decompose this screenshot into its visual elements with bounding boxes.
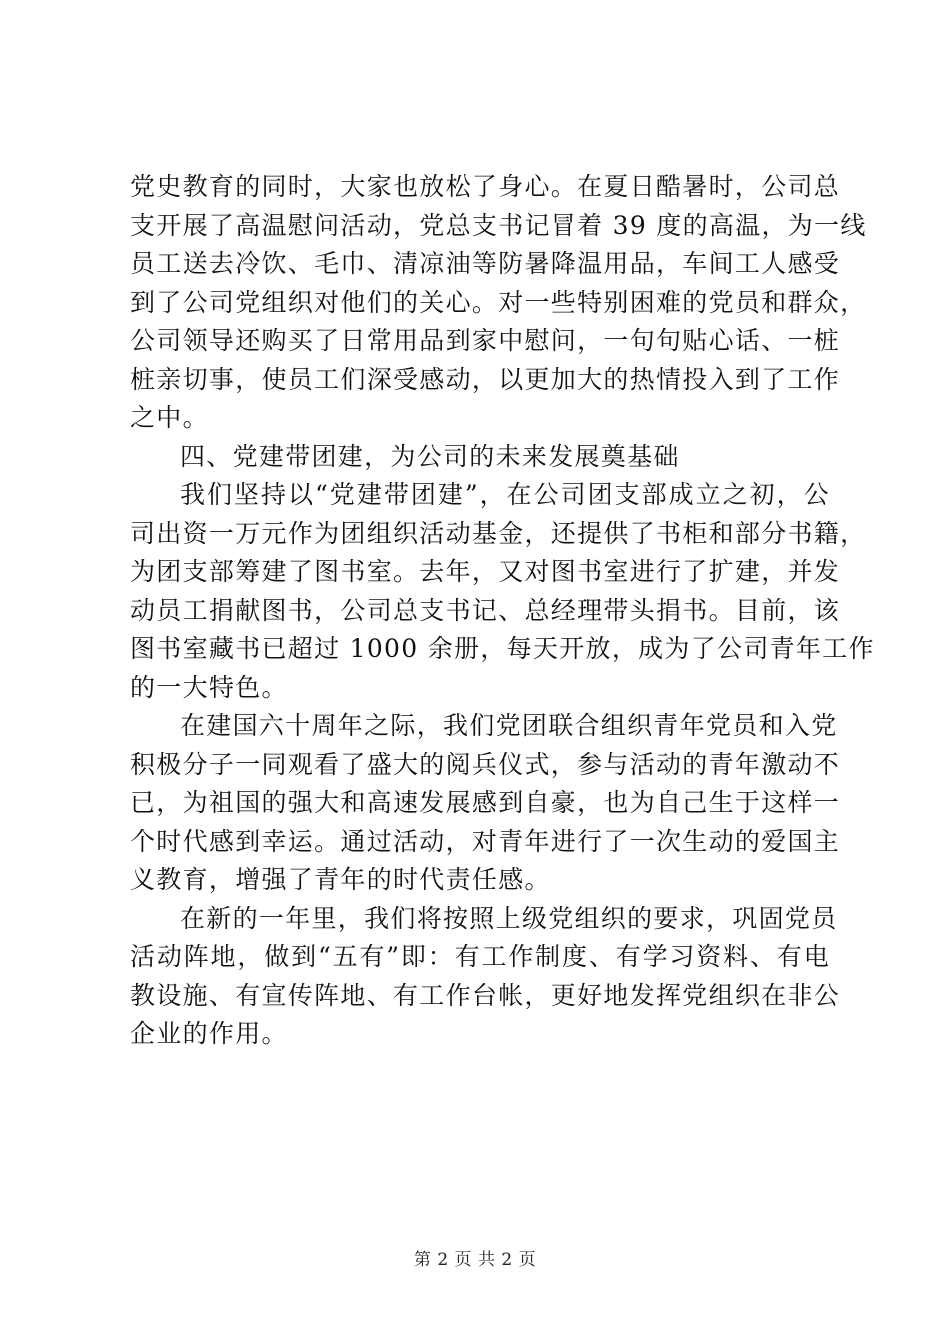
paragraph-library [130, 476, 875, 707]
page-number-footer: 第 2 页 共 2 页 [413, 1250, 537, 1270]
text-line: 图书室藏书已超过 1000 余册，每天开放，成为了公司青年工作 [130, 634, 875, 663]
text-line: 四、党建带团建，为公司的未来发展奠基础 [180, 441, 680, 471]
paragraph-parade [130, 707, 841, 900]
text-line: 桩亲切事，使员工们深受感动，以更加大的热情投入到了工作 [130, 364, 841, 394]
text-line: 到了公司党组织对他们的关心。对一些特别困难的党员和群众， [130, 287, 867, 317]
text-line: 已，为祖国的强大和高速发展感到自豪，也为自己生于这样一 [130, 788, 841, 817]
text-line: 活动阵地，做到“五有”即：有工作制度、有学习资料、有电 [130, 942, 830, 971]
paragraph-summer-visits [130, 168, 867, 438]
section-heading-four [130, 438, 830, 477]
text-line: 为团支部筹建了图书室。去年，又对图书室进行了扩建，并发 [130, 557, 841, 586]
text-line: 个时代感到幸运。通过活动，对青年进行了一次生动的爱国主 [130, 826, 841, 856]
text-line: 企业的作用。 [130, 1019, 288, 1048]
text-line: 义教育，增强了青年的时代责任感。 [130, 865, 551, 894]
document-body [130, 168, 875, 1054]
text-line: 在新的一年里，我们将按照上级党组织的要求，巩固党员 [180, 903, 838, 933]
text-line: 之中。 [130, 403, 209, 432]
text-line: 支开展了高温慰问活动，党总支书记冒着 39 度的高温，为一线 [130, 210, 867, 240]
text-line: 在建国六十周年之际，我们党团联合组织青年党员和入党 [180, 711, 838, 740]
text-line: 积极分子一同观看了盛大的阅兵仪式，参与活动的青年激动不 [130, 749, 841, 779]
paragraph-new-year [130, 900, 841, 1054]
text-line: 我们坚持以“党建带团建”，在公司团支部成立之初，公 [180, 480, 830, 509]
text-line: 员工送去冷饮、毛巾、清凉油等防暑降温用品，车间工人感受 [130, 249, 841, 278]
text-line: 动员工捐献图书，公司总支书记、总经理带头捐书。目前，该 [130, 595, 841, 625]
text-line: 公司领导还购买了日常用品到家中慰问，一句句贴心话、一桩 [130, 326, 841, 355]
text-line: 党史教育的同时，大家也放松了身心。在夏日酷暑时，公司总 [130, 172, 841, 201]
text-line: 教设施、有宣传阵地、有工作台帐，更好地发挥党组织在非公 [130, 980, 841, 1010]
text-line: 司出资一万元作为团组织活动基金，还提供了书柜和部分书籍， [130, 518, 867, 548]
text-line: 的一大特色。 [130, 672, 288, 702]
